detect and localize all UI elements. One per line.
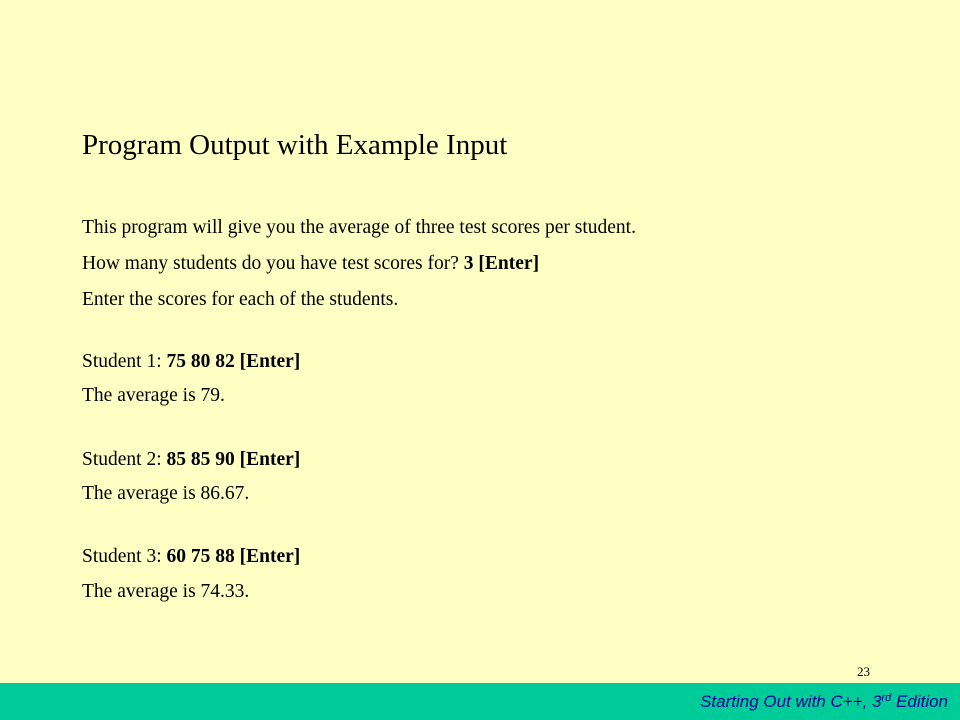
footer-text-sup: rd bbox=[881, 692, 892, 704]
student-1-input: 75 80 82 [Enter] bbox=[166, 351, 301, 372]
students-prompt-text: How many students do you have test scores for? bbox=[82, 253, 464, 274]
student-3-average: The average is 74.33. bbox=[82, 581, 250, 602]
student-1-prompt: Student 1: bbox=[82, 351, 167, 372]
footer-bar bbox=[0, 683, 960, 720]
student-1-average: The average is 79. bbox=[82, 385, 225, 406]
student-1-line bbox=[82, 350, 300, 374]
students-input-text: 3 [Enter] bbox=[463, 253, 540, 274]
page-number: 23 bbox=[857, 664, 870, 679]
footer-book-title bbox=[700, 691, 948, 713]
student-2-prompt: Student 2: bbox=[82, 449, 167, 470]
student-3-prompt: Student 3: bbox=[82, 546, 167, 567]
footer-text-edition: Edition bbox=[891, 692, 948, 711]
student-2-line bbox=[82, 448, 300, 472]
student-2-average: The average is 86.67. bbox=[82, 483, 250, 504]
slide-title: Program Output with Example Input bbox=[82, 129, 508, 161]
footer-text-main: Starting Out with C++, 3 bbox=[700, 692, 882, 711]
student-2-input: 85 85 90 [Enter] bbox=[166, 449, 301, 470]
student-3-line bbox=[82, 545, 300, 569]
student-3-input: 60 75 88 [Enter] bbox=[166, 546, 301, 567]
intro-line: This program will give you the average of three test scores per student. bbox=[82, 217, 636, 238]
students-prompt-line bbox=[82, 252, 539, 276]
enter-scores-line: Enter the scores for each of the students. bbox=[82, 289, 399, 310]
